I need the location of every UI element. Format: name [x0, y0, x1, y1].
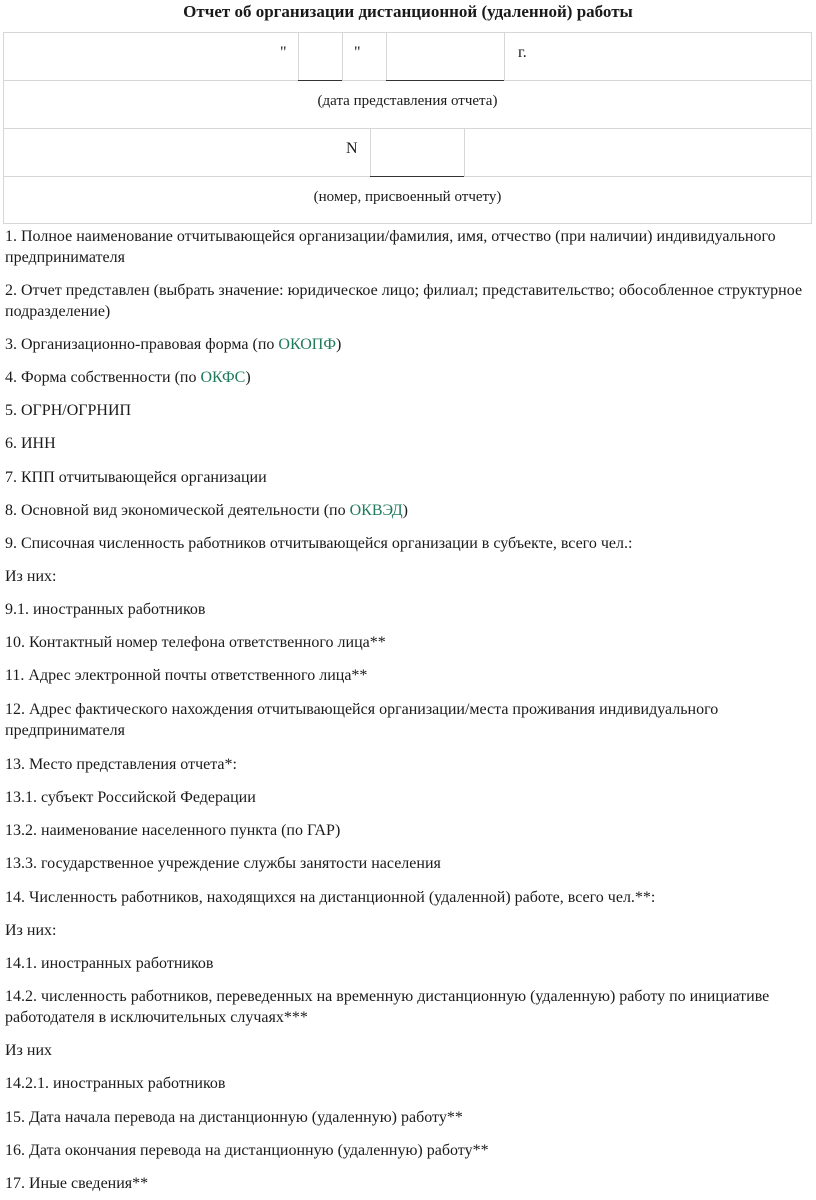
field-item-4: 4. Форма собственности (по ОКФС): [5, 369, 251, 386]
field-item-14-2: 14.2. численность работников, переведенных на временную дистанционную (удаленную) работу по инициативе работодателя в исключительных случаях***: [5, 988, 770, 1026]
field-item-2: 2. Отчет представлен (выбрать значение: юридическое лицо; филиал; представительство; обособленное структурное подразделение): [5, 282, 803, 320]
field-item-13-3: 13.3. государственное учреждение службы занятости населения: [5, 855, 441, 872]
field-item-13-2: 13.2. наименование населенного пункта (по ГАР): [5, 822, 341, 839]
row-divider: [4, 128, 811, 129]
field-item-11: 11. Адрес электронной почты ответственного лица**: [5, 667, 368, 684]
field-item-14: 14. Численность работников, находящихся на дистанционной (удаленной) работе, всего чел.**:: [5, 889, 656, 906]
field-item-12: 12. Адрес фактического нахождения отчитывающейся организации/места проживания индивидуального предпринимателя: [5, 701, 719, 739]
okopf-link[interactable]: ОКОПФ: [278, 336, 336, 353]
field-item-10: 10. Контактный номер телефона ответственного лица**: [5, 634, 386, 651]
field-item-15: 15. Дата начала перевода на дистанционную (удаленную) работу**: [5, 1109, 463, 1126]
field-item-17: 17. Иные сведения**: [5, 1175, 149, 1192]
field-item-9: 9. Списочная численность работников отчитывающейся организации в субъекте, всего чел.:: [5, 535, 633, 552]
field-item-6: 6. ИНН: [5, 435, 56, 452]
page-title: Отчет об организации дистанционной (удаленной) работы: [183, 2, 633, 21]
report-header-table: [3, 32, 812, 224]
month-input[interactable]: [386, 80, 504, 81]
field-item-14-2-1: 14.2.1. иностранных работников: [5, 1075, 226, 1092]
year-suffix: г.: [518, 44, 527, 61]
field-item-3: 3. Организационно-правовая форма (по ОКОПФ): [5, 336, 342, 353]
field-item-13-1: 13.1. субъект Российской Федерации: [5, 789, 256, 806]
field-item-9-of-which: Из них:: [5, 568, 57, 585]
field-item-16: 16. Дата окончания перевода на дистанционную (удаленную) работу**: [5, 1142, 489, 1159]
date-caption: (дата представления отчета): [317, 93, 498, 109]
field-item-13: 13. Место представления отчета*:: [5, 756, 237, 773]
date-quote-close: ": [354, 44, 361, 61]
report-number-input[interactable]: [370, 176, 464, 177]
field-item-7: 7. КПП отчитывающейся организации: [5, 469, 267, 486]
field-item-8: 8. Основной вид экономической деятельности (по ОКВЭД): [5, 502, 408, 519]
field-item-14-2-of-which: Из них: [5, 1042, 52, 1059]
okved-link[interactable]: ОКВЭД: [349, 502, 403, 519]
day-input[interactable]: [298, 80, 342, 81]
number-caption: (номер, присвоенный отчету): [313, 189, 502, 205]
date-quote-open: ": [280, 44, 287, 61]
field-item-14-of-which: Из них:: [5, 922, 57, 939]
okfs-link[interactable]: ОКФС: [200, 369, 246, 386]
field-item-1: 1. Полное наименование отчитывающейся организации/фамилия, имя, отчество (при наличии) индивидуального предпринимателя: [5, 228, 776, 266]
field-item-5: 5. ОГРН/ОГРНИП: [5, 402, 132, 419]
field-item-9-1: 9.1. иностранных работников: [5, 601, 206, 618]
number-label: N: [346, 140, 358, 157]
field-item-14-1: 14.1. иностранных работников: [5, 955, 214, 972]
